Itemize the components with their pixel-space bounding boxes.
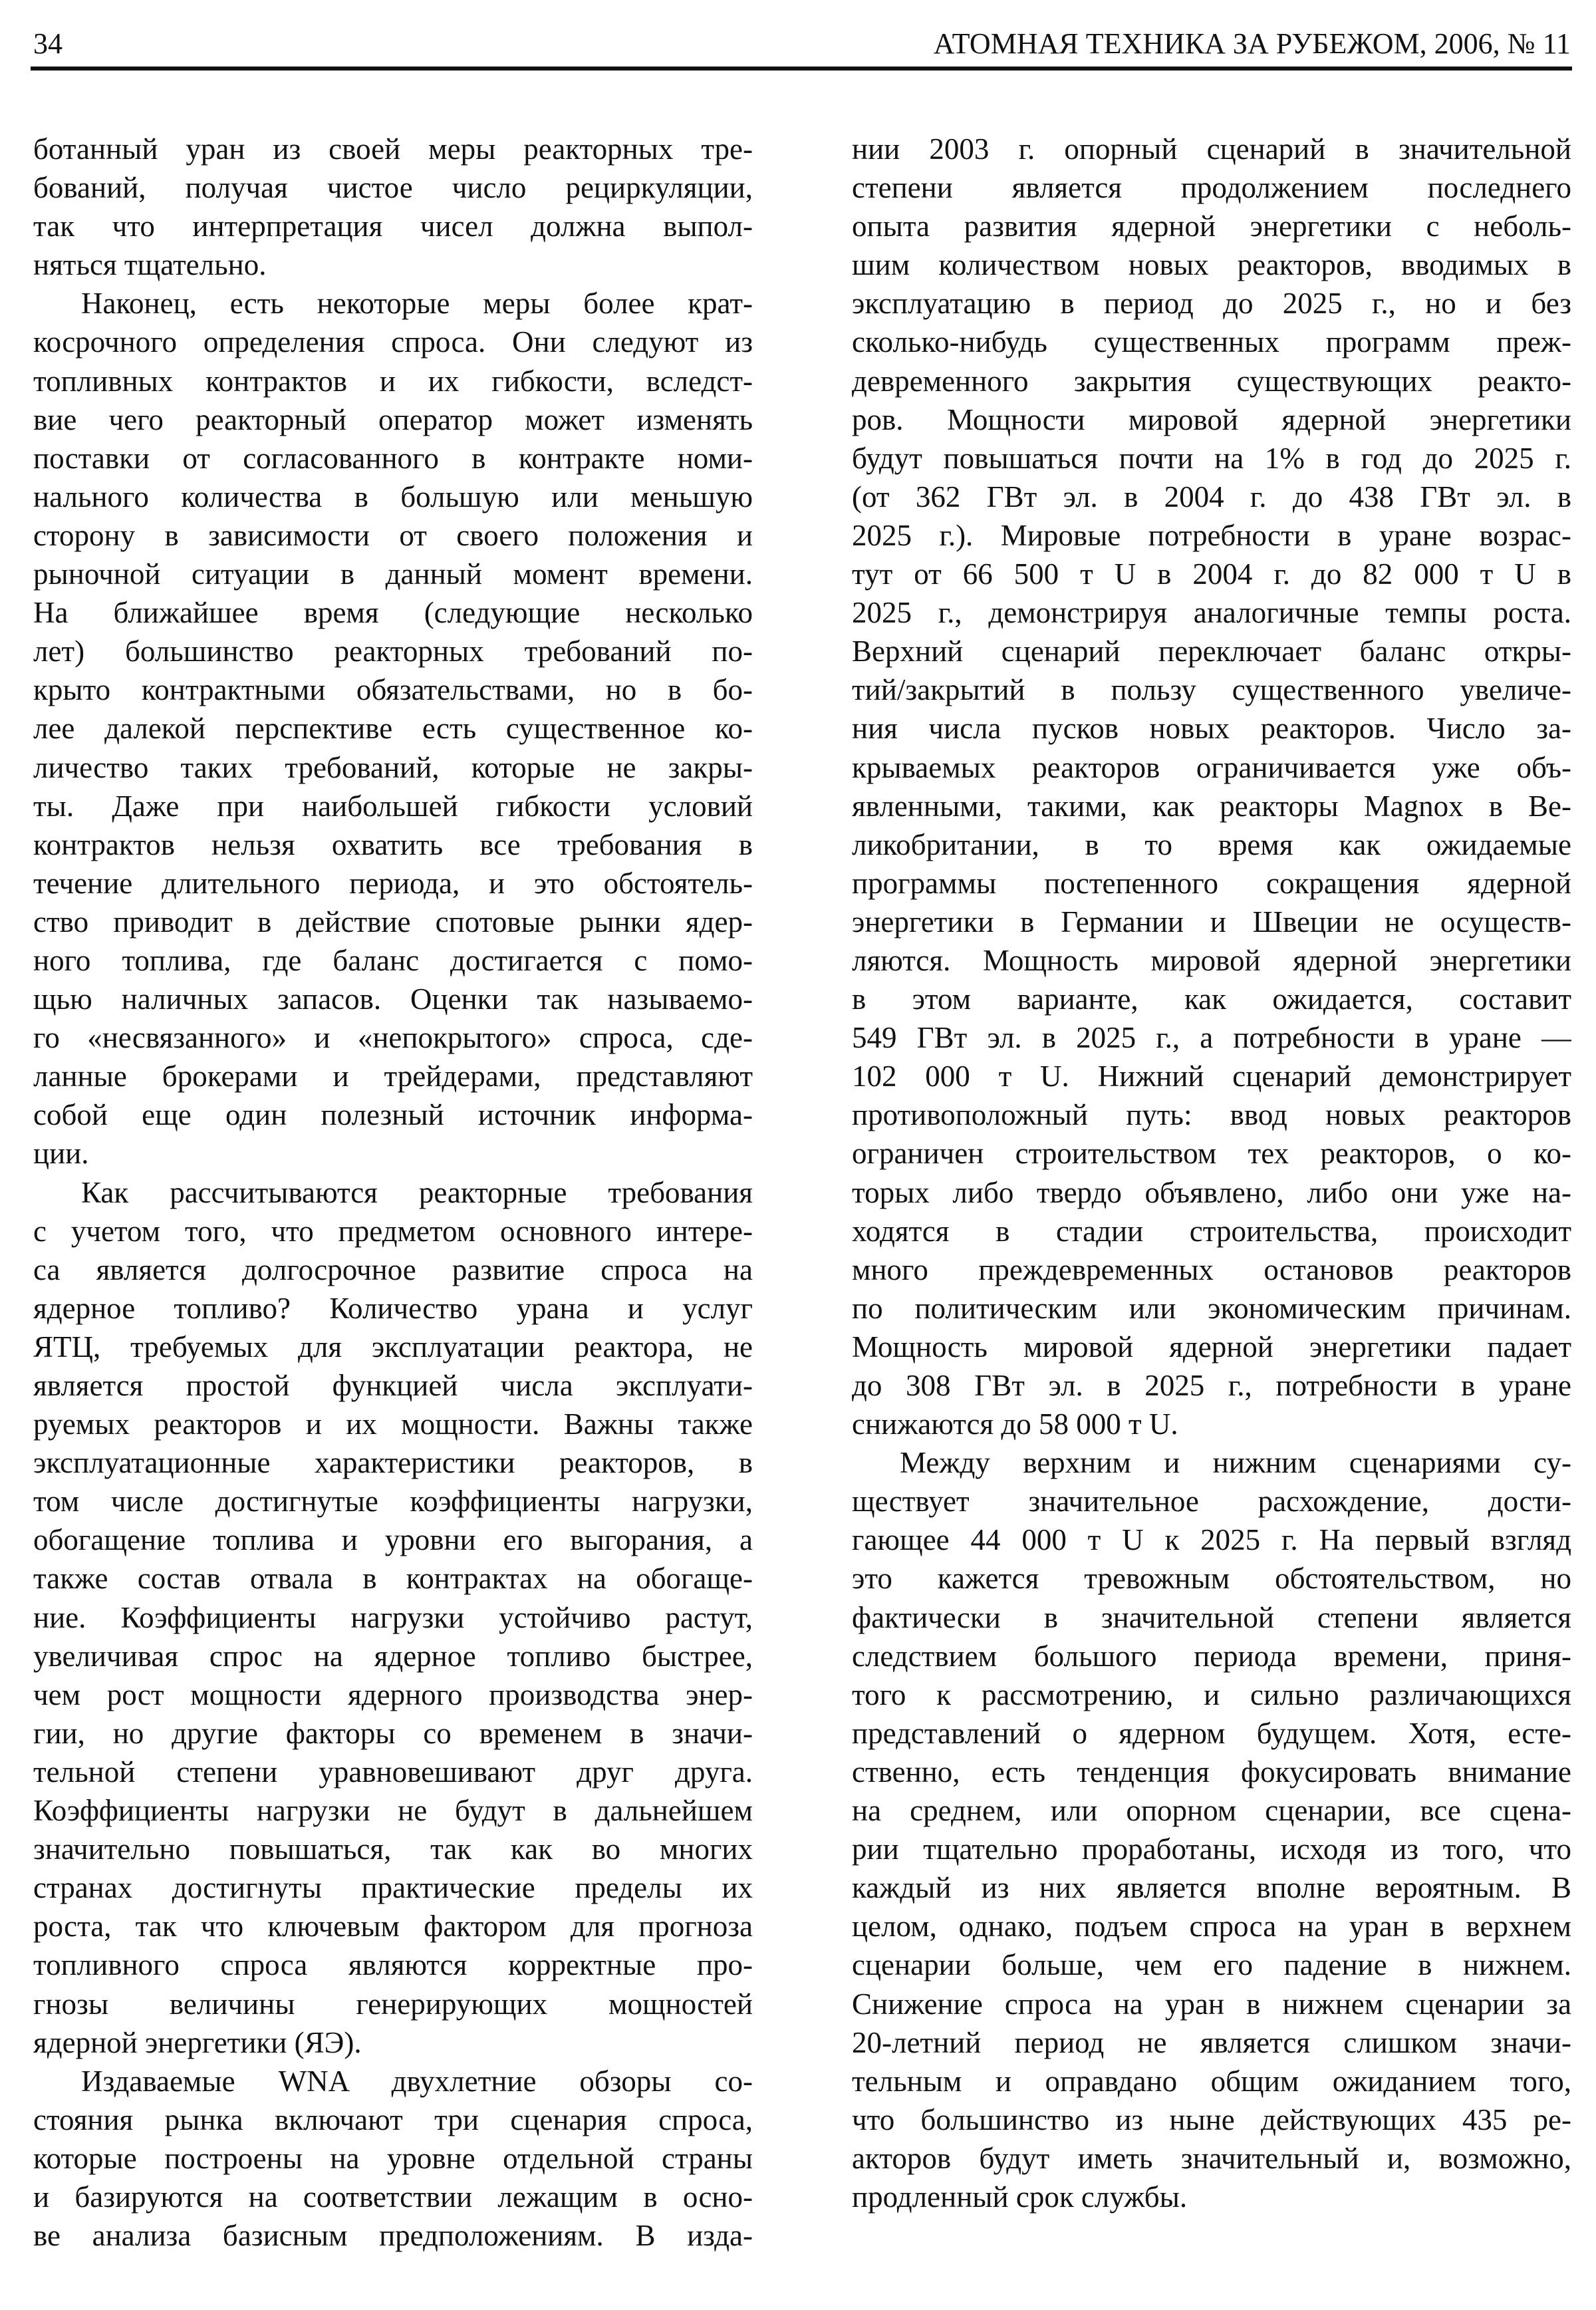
- text-line: будут повышаться почти на 1% в год до 2025 г.: [852, 441, 1571, 475]
- text-line: торых либо твердо объявлено, либо они уже на-: [852, 1175, 1571, 1209]
- text-line: каждый из них является вполне вероятным. В: [852, 1871, 1571, 1905]
- paragraph: [852, 1443, 1571, 2216]
- text-line: так что интерпретация чисел должна выпол-: [33, 210, 753, 243]
- text-line: крыто контрактными обязательствами, но в бо-: [33, 673, 753, 707]
- text-line: девременного закрытия существующих реакто-: [852, 364, 1571, 398]
- text-line: сколько-нибудь существенных программ преж-: [852, 325, 1571, 359]
- text-line: ты. Даже при наибольшей гибкости условий: [33, 789, 753, 823]
- text-line: Снижение спроса на уран в нижнем сценарии за: [852, 1987, 1571, 2021]
- text-line: рии тщательно проработаны, исходя из того, что: [852, 1832, 1571, 1866]
- text-line: Коэффициенты нагрузки не будут в дальнейшем: [33, 1794, 753, 1828]
- text-line: увеличивая спрос на ядерное топливо быстрее,: [33, 1639, 753, 1673]
- text-line: и базируются на соответствии лежащим в осно-: [33, 2180, 753, 2214]
- text-line: много преждевременных остановов реакторов: [852, 1252, 1571, 1286]
- text-line: Издаваемые WNA двухлетние обзоры со-: [81, 2064, 753, 2098]
- text-line: явленными, такими, как реакторы Magnox в Ве-: [852, 789, 1571, 823]
- text-line: фактически в значительной степени является: [852, 1600, 1571, 1634]
- text-line: го «несвязанного» и «непокрытого» спроса, сде-: [33, 1021, 753, 1055]
- text-line: тельной степени уравновешивают друг друга.: [33, 1755, 753, 1789]
- text-line: личество таких требований, которые не закры-: [33, 750, 753, 784]
- text-line: Между верхним и нижним сценариями су-: [900, 1446, 1571, 1480]
- text-line: тий/закрытий в пользу существенного увеличе-: [852, 673, 1571, 707]
- text-line: значительно повышаться, так как во многих: [33, 1832, 753, 1866]
- text-line: что большинство из ныне действующих 435 ре-: [852, 2102, 1571, 2136]
- text-line: лет) большинство реакторных требований по-: [33, 635, 753, 668]
- text-line: представлений о ядерном будущем. Хотя, есте-: [852, 1716, 1571, 1750]
- text-line: эксплуатационные характеристики реакторов, в: [33, 1446, 753, 1480]
- text-line: ядерное топливо? Количество урана и услуг: [33, 1291, 753, 1325]
- text-line: ние. Коэффициенты нагрузки устойчиво растут,: [33, 1600, 753, 1634]
- text-line: в этом варианте, как ожидается, составит: [852, 982, 1571, 1016]
- text-line: бований, получая чистое число рециркуляции,: [33, 171, 753, 205]
- header-rule: [31, 67, 1572, 71]
- text-line: акторов будут иметь значительный и, возможно,: [852, 2141, 1571, 2175]
- text-line: ботанный уран из своей меры реакторных тре-: [33, 132, 753, 166]
- text-line: косрочного определения спроса. Они следуют из: [33, 325, 753, 359]
- right-column: [852, 130, 1571, 2216]
- paragraph: [33, 2062, 753, 2255]
- text-line: Как рассчитываются реакторные требования: [81, 1175, 753, 1209]
- text-line: топливных контрактов и их гибкости, вследст-: [33, 364, 753, 398]
- text-line: ции.: [33, 1137, 89, 1171]
- text-line: 20-летний период не является слишком значи-: [852, 2025, 1571, 2059]
- text-line: 102 000 т U. Нижний сценарий демонстрирует: [852, 1060, 1571, 1093]
- text-line: ЯТЦ, требуемых для эксплуатации реактора, не: [33, 1330, 753, 1364]
- text-line: топливного спроса являются корректные про-: [33, 1948, 753, 1982]
- text-line: целом, однако, подъем спроса на уран в верхнем: [852, 1910, 1571, 1944]
- text-line: обогащение топлива и уровни его выгорания, а: [33, 1523, 753, 1557]
- text-line: энергетики в Германии и Швеции не осуществ-: [852, 905, 1571, 938]
- text-line: гнозы величины генерирующих мощностей: [33, 1987, 753, 2021]
- text-line: течение длительного периода, и это обстоятель-: [33, 866, 753, 900]
- text-line: роста, так что ключевым фактором для прогноза: [33, 1910, 753, 1944]
- running-header: [33, 25, 1571, 63]
- text-line: ограничен строительством тех реакторов, о ко-: [852, 1137, 1571, 1171]
- text-line: контрактов нельзя охватить все требования в: [33, 827, 753, 861]
- text-line: собой еще один полезный источник информа-: [33, 1098, 753, 1132]
- text-line: ния числа пусков новых реакторов. Число за-: [852, 712, 1571, 746]
- text-line: На ближайшее время (следующие несколько: [33, 596, 753, 630]
- text-line: ществует значительное расхождение, дости-: [852, 1485, 1571, 1518]
- text-line: шим количеством новых реакторов, вводимых в: [852, 248, 1571, 282]
- text-line: того к рассмотрению, и сильно различающихся: [852, 1677, 1571, 1711]
- paragraph: [33, 284, 753, 1173]
- text-line: ходятся в стадии строительства, происходит: [852, 1214, 1571, 1248]
- text-line: по политическим или экономическим причинам.: [852, 1291, 1571, 1325]
- text-line: 549 ГВт эл. в 2025 г., а потребности в уране —: [852, 1021, 1571, 1055]
- text-line: которые построены на уровне отдельной страны: [33, 2141, 753, 2175]
- text-line: Мощность мировой ядерной энергетики падает: [852, 1330, 1571, 1364]
- text-line: са является долгосрочное развитие спроса на: [33, 1252, 753, 1286]
- text-line: с учетом того, что предметом основного интере-: [33, 1214, 753, 1248]
- text-line: тельным и оправдано общим ожиданием того,: [852, 2064, 1571, 2098]
- text-line: (от 362 ГВт эл. в 2004 г. до 438 ГВт эл. в: [852, 480, 1571, 513]
- text-line: 2025 г.). Мировые потребности в уране возрас-: [852, 518, 1571, 552]
- paragraph: [33, 1173, 753, 2062]
- text-line: странах достигнуты практические пределы их: [33, 1871, 753, 1905]
- text-line: руемых реакторов и их мощности. Важны также: [33, 1407, 753, 1441]
- text-line: гии, но другие факторы со временем в значи-: [33, 1716, 753, 1750]
- left-column: [33, 130, 753, 2255]
- text-line: нального количества в большую или меньшую: [33, 480, 753, 513]
- text-line: чем рост мощности ядерного производства энер-: [33, 1677, 753, 1711]
- text-line: стояния рынка включают три сценария спроса,: [33, 2102, 753, 2136]
- text-line: ланные брокерами и трейдерами, представляют: [33, 1060, 753, 1093]
- journal-title: АТОМНАЯ ТЕХНИКА ЗА РУБЕЖОМ, 2006, № 11: [933, 27, 1571, 60]
- text-line: сценарии больше, чем его падение в нижнем.: [852, 1948, 1571, 1982]
- text-line: вие чего реакторный оператор может изменять: [33, 402, 753, 436]
- text-line: щью наличных запасов. Оценки так называемо-: [33, 982, 753, 1016]
- text-line: Верхний сценарий переключает баланс откры-: [852, 635, 1571, 668]
- text-line: ного топлива, где баланс достигается с помо-: [33, 943, 753, 977]
- text-line: няться тщательно.: [33, 248, 267, 282]
- text-line: нии 2003 г. опорный сценарий в значительной: [852, 132, 1571, 166]
- text-line: том числе достигнутые коэффициенты нагрузки,: [33, 1485, 753, 1518]
- text-line: лее далекой перспективе есть существенное ко-: [33, 712, 753, 746]
- text-line: ве анализа базисным предположениям. В изда-: [33, 2219, 753, 2253]
- text-line: степени является продолжением последнего: [852, 171, 1571, 205]
- text-line: тут от 66 500 т U в 2004 г. до 82 000 т U в: [852, 557, 1571, 591]
- paragraph: [33, 130, 753, 284]
- text-line: опыта развития ядерной энергетики с неболь-: [852, 210, 1571, 243]
- text-line: Наконец, есть некоторые меры более крат-: [81, 287, 753, 321]
- text-line: продленный срок службы.: [852, 2180, 1188, 2214]
- text-line: ство приводит в действие спотовые рынки ядер-: [33, 905, 753, 938]
- text-line: эксплуатацию в период до 2025 г., но и без: [852, 287, 1571, 321]
- page-number: 34: [33, 27, 63, 60]
- text-line: рыночной ситуации в данный момент времени.: [33, 557, 753, 591]
- text-line: это кажется тревожным обстоятельством, но: [852, 1562, 1571, 1596]
- text-line: сторону в зависимости от своего положения и: [33, 518, 753, 552]
- text-line: на среднем, или опорном сценарии, все сцена-: [852, 1794, 1571, 1828]
- text-line: 2025 г., демонстрируя аналогичные темпы роста.: [852, 596, 1571, 630]
- text-line: ственно, есть тенденция фокусировать внимание: [852, 1755, 1571, 1789]
- text-line: ядерной энергетики (ЯЭ).: [33, 2025, 362, 2059]
- text-line: поставки от согласованного в контракте номи-: [33, 441, 753, 475]
- text-line: также состав отвала в контрактах на обогаще-: [33, 1562, 753, 1596]
- text-line: крываемых реакторов ограничивается уже объ-: [852, 750, 1571, 784]
- text-line: ляются. Мощность мировой ядерной энергетики: [852, 943, 1571, 977]
- text-line: снижаются до 58 000 т U.: [852, 1407, 1178, 1441]
- text-line: является простой функцией числа эксплуати-: [33, 1369, 753, 1402]
- text-line: до 308 ГВт эл. в 2025 г., потребности в уране: [852, 1369, 1571, 1402]
- text-line: гающее 44 000 т U к 2025 г. На первый взгляд: [852, 1523, 1571, 1557]
- text-line: противоположный путь: ввод новых реакторов: [852, 1098, 1571, 1132]
- paragraph: [852, 130, 1571, 1443]
- text-line: ров. Мощности мировой ядерной энергетики: [852, 402, 1571, 436]
- text-line: следствием большого периода времени, приня-: [852, 1639, 1571, 1673]
- text-line: ликобритании, в то время как ожидаемые: [852, 827, 1571, 861]
- text-line: программы постепенного сокращения ядерной: [852, 866, 1571, 900]
